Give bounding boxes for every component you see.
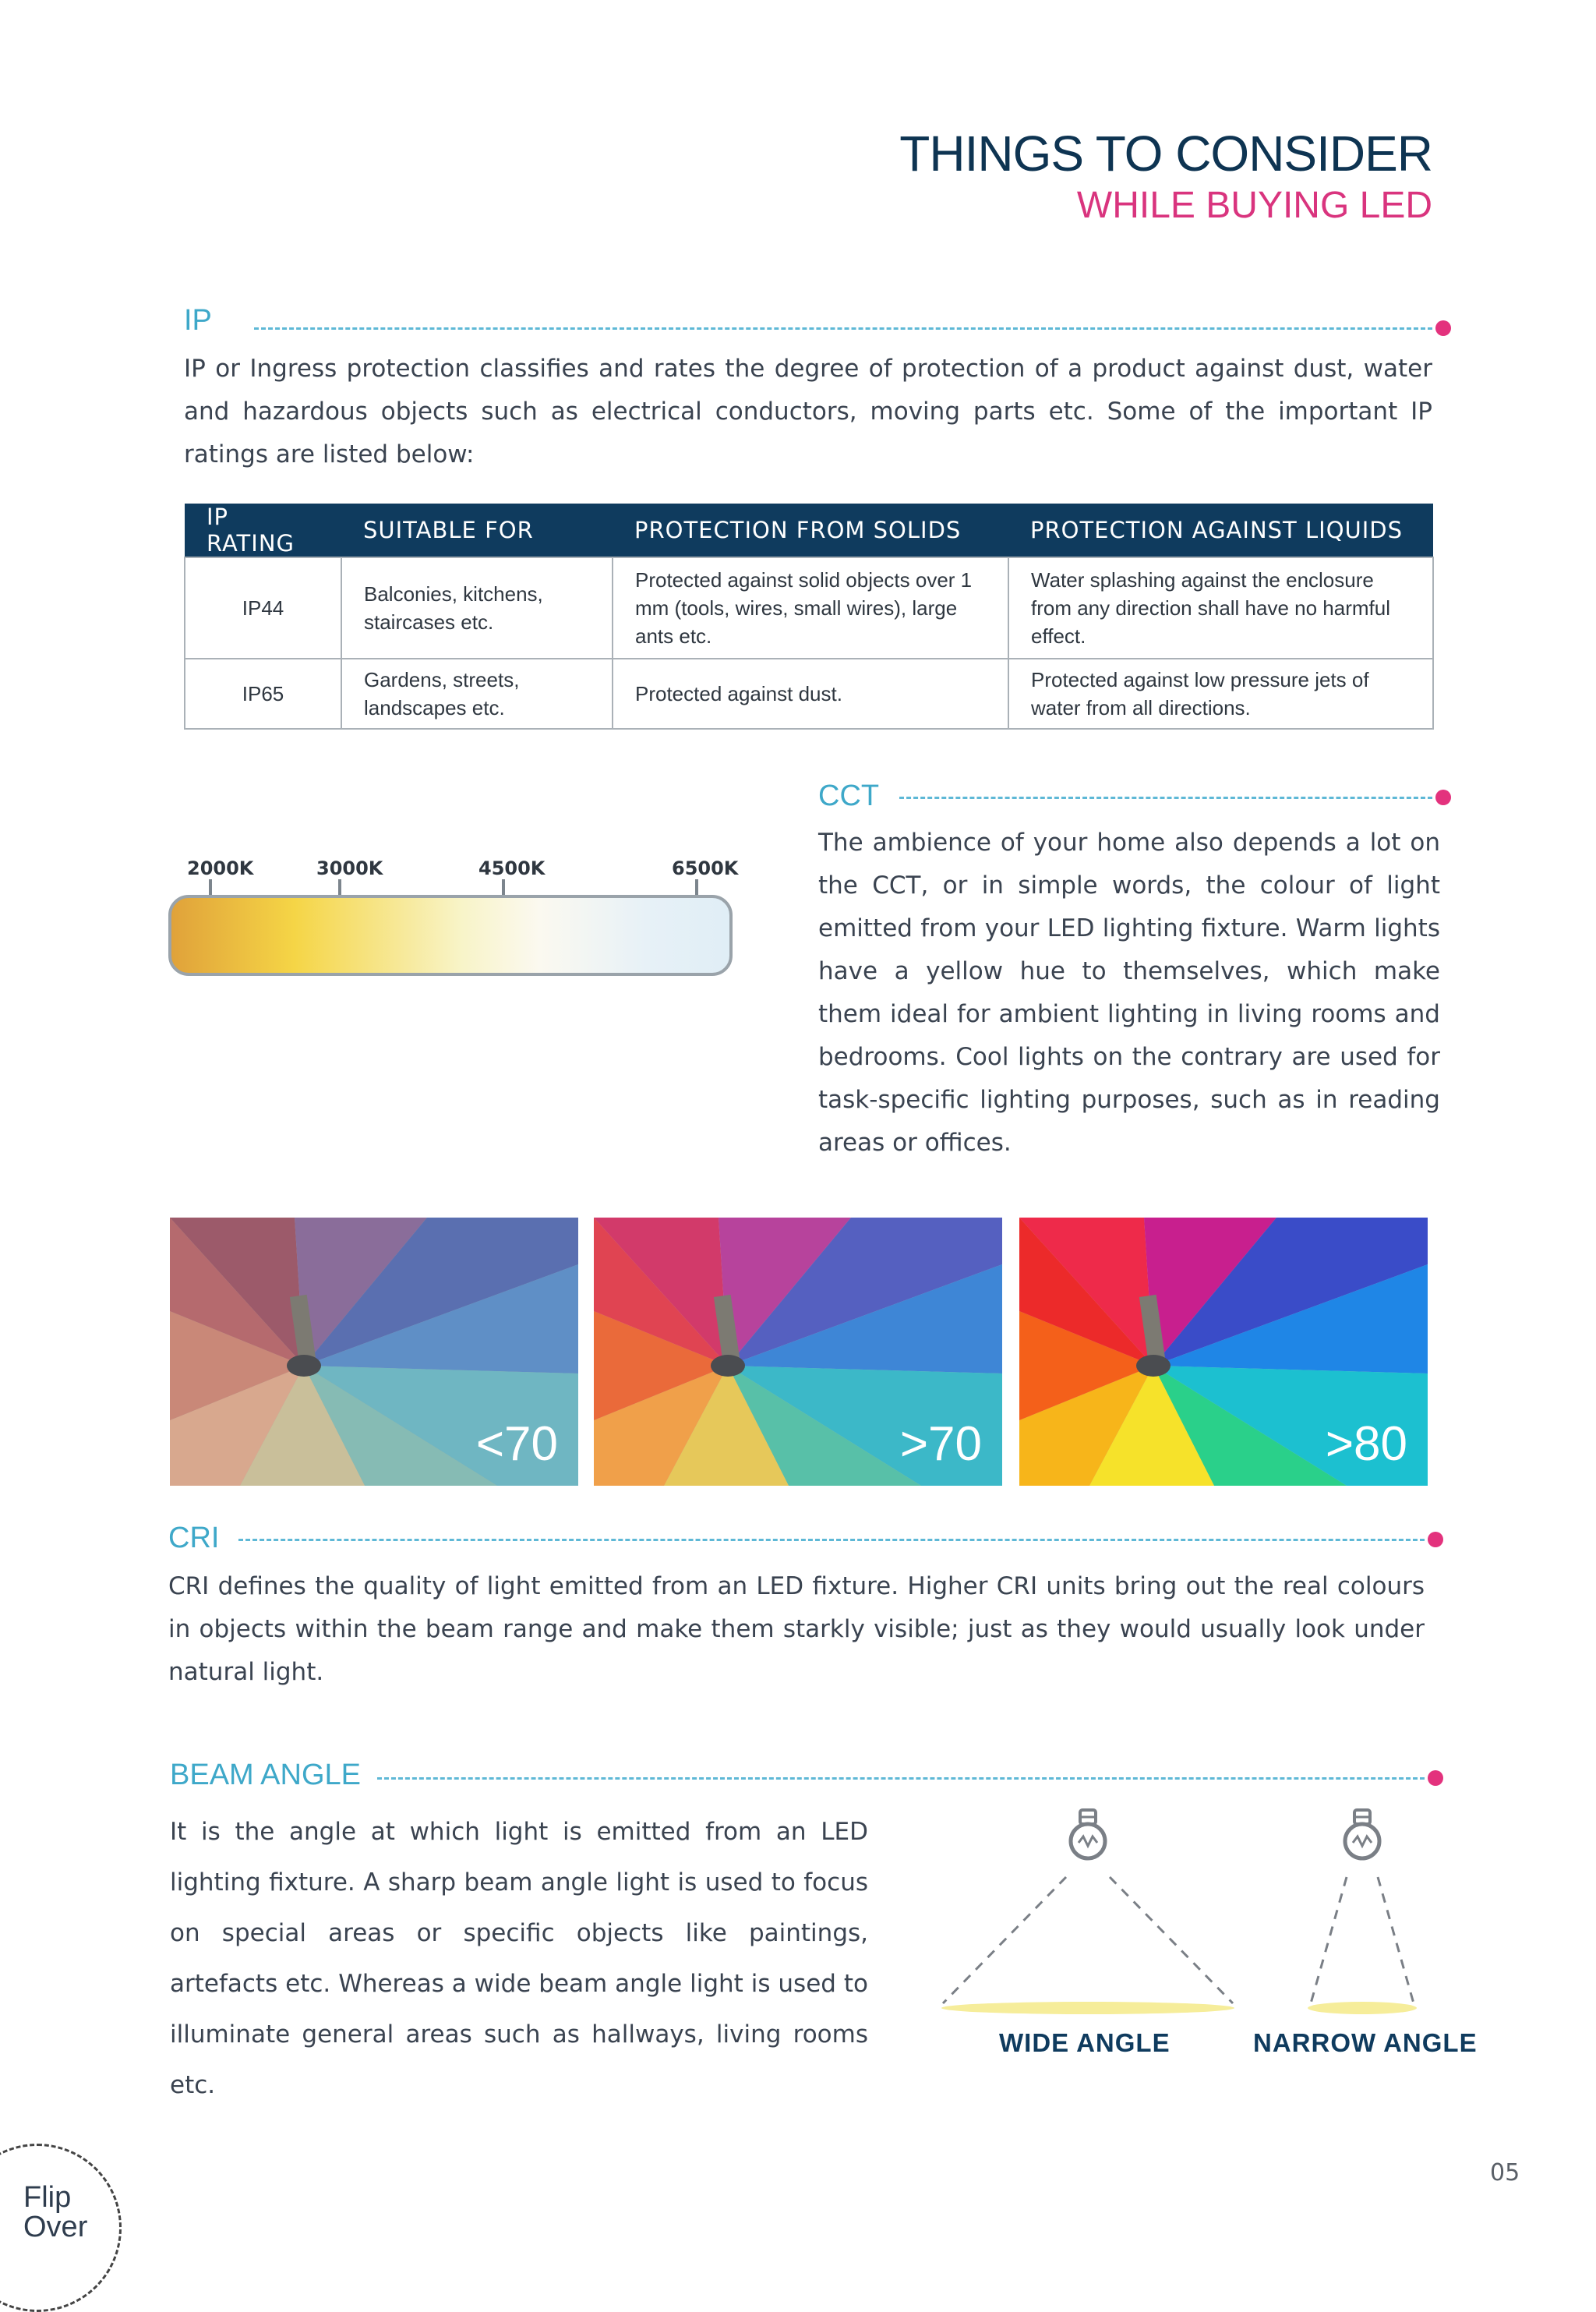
table-cell: Balconies, kitchens, staircases etc. <box>341 557 613 659</box>
table-cell: IP44 <box>185 557 341 659</box>
table-cell: Protected against dust. <box>613 659 1008 729</box>
table-cell: IP65 <box>185 659 341 729</box>
cri-low-label: <70 <box>475 1417 558 1471</box>
umbrella-cri-high-image <box>1019 1218 1428 1486</box>
cct-divider-dot <box>1435 790 1451 805</box>
narrow-light-pool <box>1308 2002 1417 2014</box>
cri-divider <box>238 1539 1425 1541</box>
beam-angle-divider <box>377 1777 1425 1780</box>
bulb-icon <box>1071 1810 1105 1858</box>
wide-light-pool <box>941 2002 1234 2014</box>
column-header: PROTECTION FROM SOLIDS <box>613 504 1008 557</box>
narrow-angle-label: NARROW ANGLE <box>1253 2028 1478 2057</box>
cct-label-2000k: 2000K <box>187 857 254 879</box>
flip-text: Flip <box>23 2181 72 2214</box>
cct-description: The ambience of your home also depends a lot on the CCT, or in simple words, the colour of light emitted from your LED lighting fixture. Warm lights have a yellow hue to themselves, which make them ideal for ambient lighting in living rooms and bedrooms. Cool lights on the contrary are used for task-specific lighting purposes, such as in reading areas or offices. <box>818 829 1440 1157</box>
beam-angle-divider-dot <box>1428 1770 1443 1786</box>
cct-label-4500k: 4500K <box>478 857 546 879</box>
table-header-row <box>185 504 1433 557</box>
table-cell: Protected against solid objects over 1 mm (tools, wires, small wires), large ants etc. <box>613 557 1008 659</box>
umbrella-cri-low-image <box>170 1218 578 1486</box>
page-title: THINGS TO CONSIDER <box>899 125 1432 182</box>
bulb-icon <box>1345 1810 1379 1858</box>
over-text: Over <box>23 2211 88 2243</box>
cri-mid-label: >70 <box>899 1417 982 1471</box>
cct-label-6500k: 6500K <box>672 857 739 879</box>
cri-description: CRI defines the quality of light emitted from an LED fixture. Higher CRI units bring out the real colours in objects within the beam range and make them starkly visible; just as they would usually look under natural light. <box>168 1572 1425 1686</box>
umbrella-cri-mid-image <box>594 1218 1002 1486</box>
table-row <box>185 659 1433 729</box>
cct-label-3000k: 3000K <box>316 857 383 879</box>
cct-divider <box>899 797 1432 799</box>
cct-color-gradient-bar <box>168 895 733 976</box>
page-subtitle: WHILE BUYING LED <box>1076 185 1432 226</box>
cri-high-label: >80 <box>1325 1417 1407 1471</box>
table-row <box>185 557 1433 659</box>
cct-heading: CCT <box>818 780 880 812</box>
beam-angle-description: It is the angle at which light is emitted from an LED lighting fixture. A sharp beam angle light is used to focus on special areas or specific objects like paintings, artefacts etc. Whereas a wide beam angle light is used to illuminate general areas such as hallways, living rooms etc. <box>170 1818 868 2099</box>
table-cell: Water splashing against the enclosure from any direction shall have no harmful effect. <box>1008 557 1433 659</box>
table-cell: Gardens, streets, landscapes etc. <box>341 659 613 729</box>
beam-angle-diagram <box>927 1808 1473 2034</box>
ip-heading: IP <box>184 304 212 337</box>
ip-divider-dot <box>1435 320 1451 336</box>
column-header: PROTECTION AGAINST LIQUIDS <box>1008 504 1433 557</box>
wide-angle-label: WIDE ANGLE <box>999 2028 1171 2057</box>
column-header: IP RATING <box>185 504 341 557</box>
cri-divider-dot <box>1428 1532 1443 1547</box>
ip-description: IP or Ingress protection classifies and rates the degree of protection of a product against dust, water and hazardous objects such as electrical conductors, moving parts etc. Some of the important IP ratings are listed below: <box>184 355 1432 468</box>
ip-ratings-table <box>184 504 1434 730</box>
beam-angle-heading: BEAM ANGLE <box>170 1759 361 1791</box>
cri-heading: CRI <box>168 1522 220 1554</box>
page-number: 05 <box>1490 2159 1520 2187</box>
flip-over-label[interactable] <box>23 2183 87 2242</box>
column-header: SUITABLE FOR <box>341 504 613 557</box>
ip-divider <box>254 327 1432 330</box>
table-cell: Protected against low pressure jets of water from all directions. <box>1008 659 1433 729</box>
